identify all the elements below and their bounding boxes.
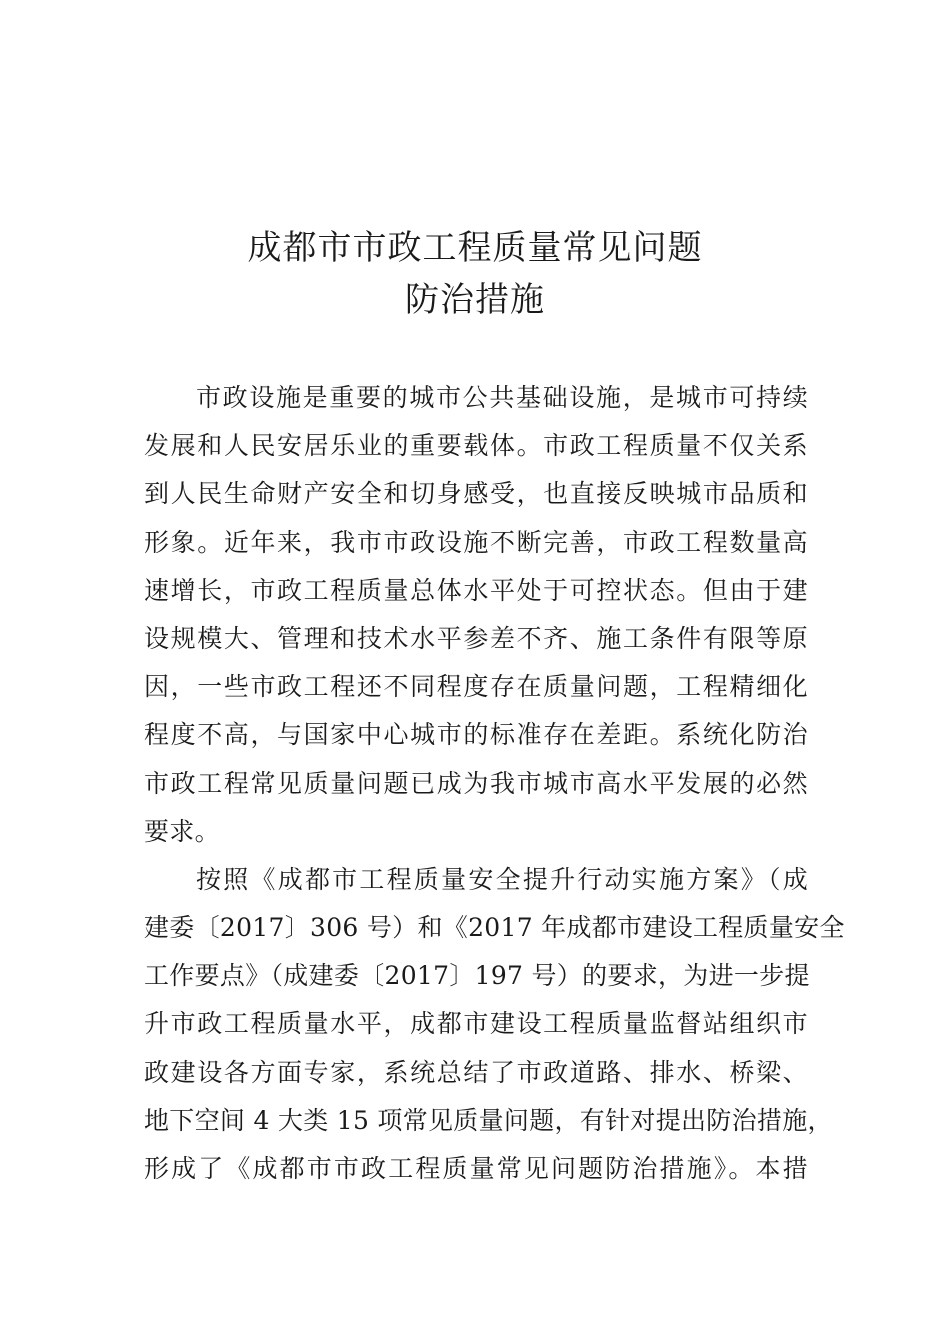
paragraph-line: 建委〔2017〕306 号）和《2017 年成都市建设工程质量安全 [144,913,845,943]
paragraph-line: 升市政工程质量水平，成都市建设工程质量监督站组织市 [144,1009,808,1039]
document-body [144,374,845,1193]
document-title [0,222,950,326]
paragraph-line: 工作要点》（成建委〔2017〕197 号）的要求，为进一步提 [144,961,810,991]
paragraph-line: 设规模大、管理和技术水平参差不齐、施工条件有限等原 [144,623,808,653]
paragraph-line: 地下空间 4 大类 15 项常见质量问题，有针对提出防治措施， [144,1105,833,1135]
paragraph-line: 市政工程常见质量问题已成为我市城市高水平发展的必然 [144,768,808,798]
paragraph-1 [144,374,808,856]
title-line-2: 防治措施 [405,280,545,320]
title-line-1: 成都市市政工程质量常见问题 [247,228,703,268]
paragraph-line: 到人民生命财产安全和切身感受，也直接反映城市品质和 [144,479,808,509]
paragraph-line: 形成了《成都市市政工程质量常见问题防治措施》。本措 [144,1154,808,1183]
paragraph-2 [144,856,845,1193]
paragraph-line: 程度不高，与国家中心城市的标准存在差距。系统化防治 [144,720,808,750]
paragraph-line: 形象。近年来，我市市政设施不断完善，市政工程数量高 [144,527,808,557]
paragraph-line: 要求。 [144,816,220,846]
paragraph-line: 按照《成都市工程质量安全提升行动实施方案》（成 [196,864,808,894]
paragraph-line: 市政设施是重要的城市公共基础设施，是城市可持续 [196,383,808,412]
paragraph-line: 发展和人民安居乐业的重要载体。市政工程质量不仅关系 [144,431,808,461]
paragraph-line: 因，一些市政工程还不同程度存在质量问题，工程精细化 [144,672,808,702]
paragraph-line: 政建设各方面专家，系统总结了市政道路、排水、桥梁、 [144,1057,808,1087]
paragraph-line: 速增长，市政工程质量总体水平处于可控状态。但由于建 [144,575,808,605]
